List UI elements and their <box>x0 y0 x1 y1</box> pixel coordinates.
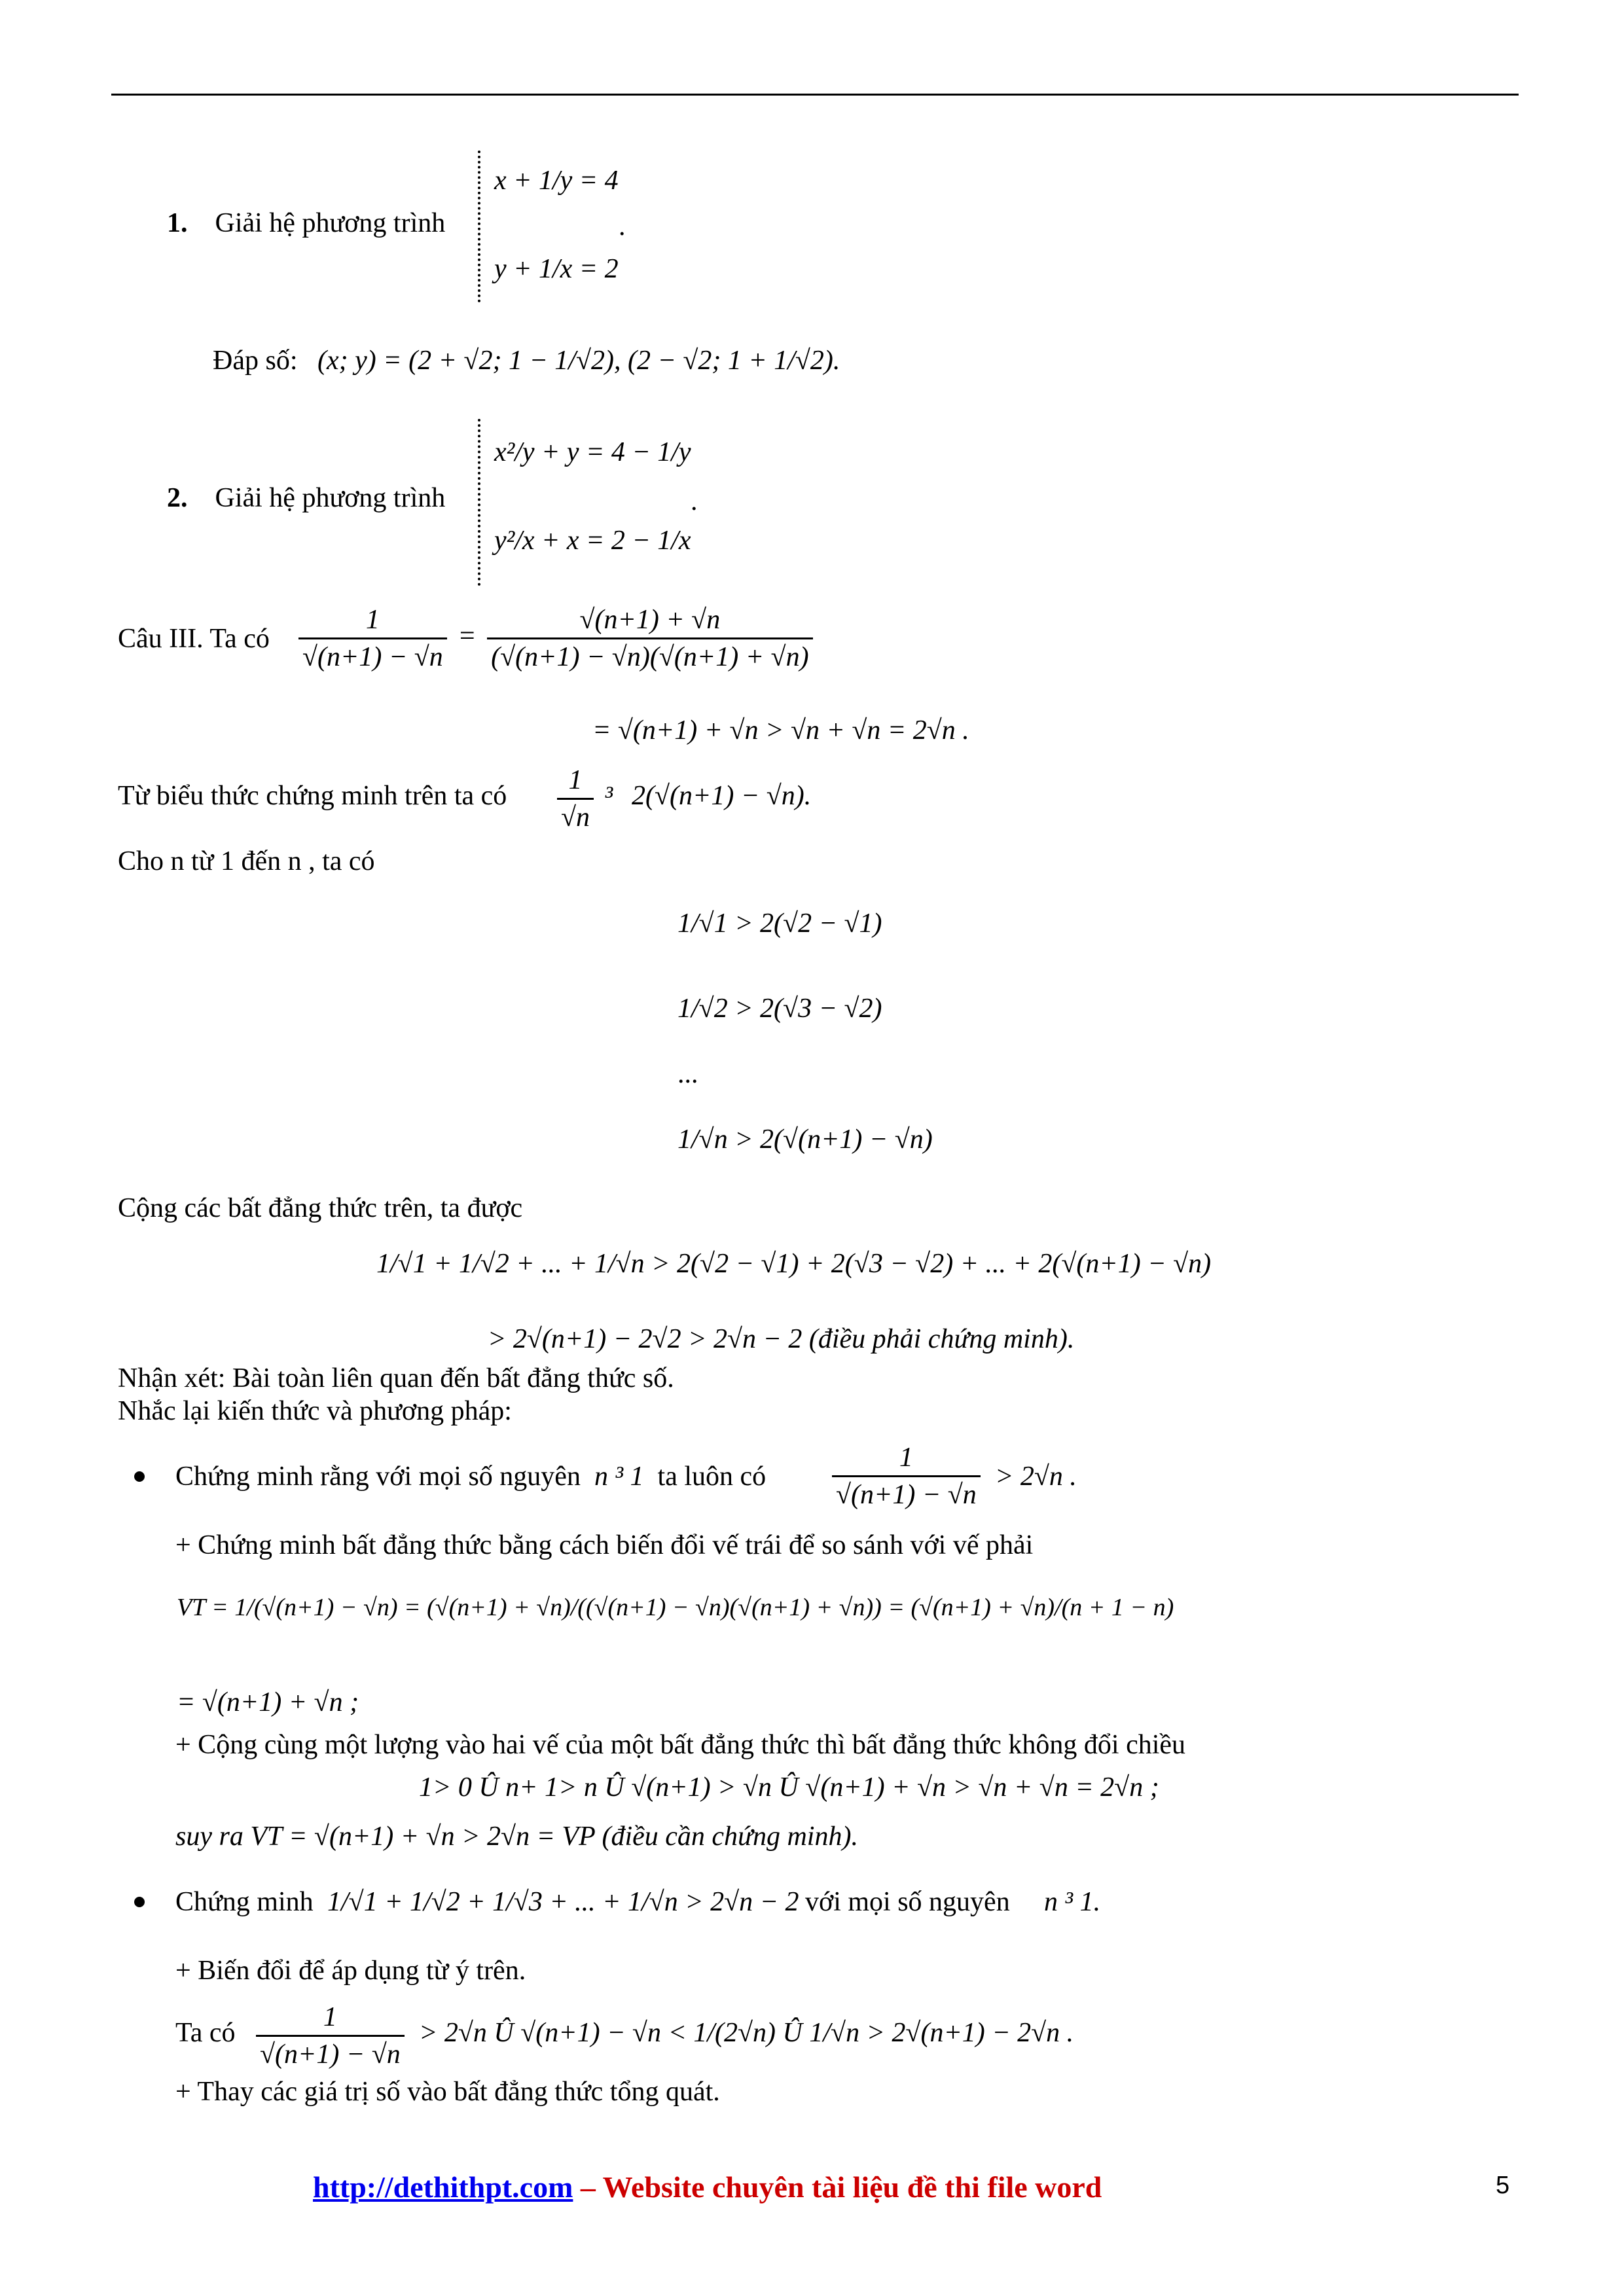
problem1-answer: (x; y) = (2 + √2; 1 − 1/√2), (2 − √2; 1 + 1/√2). <box>317 346 840 376</box>
footer-link[interactable]: http://dethithpt.com <box>313 2170 573 2204</box>
problem2-eq2: y²/x + x = 2 − 1/x <box>494 526 691 556</box>
bullet2-cond: n ³ 1. <box>1044 1887 1101 1917</box>
bullet2-lead: Chứng minh <box>175 1887 314 1917</box>
bullet2-frac: $\frac{1}{√(n+1) - √n}$ <box>252 2000 408 2072</box>
bullet1-lead: Chứng minh rằng với mọi số nguyên <box>175 1462 581 1492</box>
bullet1-mid: ta luôn có <box>657 1462 767 1492</box>
problem2-eq1: x²/y + y = 4 − 1/y <box>494 437 691 467</box>
ineq-ellipsis: ... <box>677 1059 698 1089</box>
problem1-answer-label: Đáp số: <box>213 346 298 376</box>
footer <box>313 2170 1102 2204</box>
page-number: 5 <box>1496 2172 1510 2199</box>
sum-intro: Cộng các bất đẳng thức trên, ta được <box>118 1193 523 1223</box>
bullet1-claim: > 2√n . <box>995 1462 1077 1492</box>
bullet1-frac: $\frac{1}{√(n+1) - √n}$ <box>828 1440 984 1513</box>
bullet1-line <box>175 1460 766 1494</box>
cau3-line2: = √(n+1) + √n > √n + √n = 2√n . <box>592 715 969 745</box>
system-brace <box>478 419 490 586</box>
bullet1-step1: + Chứng minh bất đẳng thức bằng cách biến đổi vế trái để so sánh với vế phải <box>175 1530 1034 1560</box>
fraction-rhs: $\frac{√(n+1) + √n}{(√(n+1) - √n)(√(n+1) + √n)}$ <box>487 602 812 675</box>
ineq-n: 1/√n > 2(√(n+1) − √n) <box>677 1124 933 1155</box>
period: . <box>619 211 626 242</box>
bullet1-vt-eq2: = √(n+1) + √n ; <box>177 1687 359 1717</box>
bullet2-claim: 1/√1 + 1/√2 + 1/√3 + ... + 1/√n > 2√n − 2 <box>327 1887 799 1917</box>
from-proof-frac: $\frac{1}{√n}$ ³ <box>553 762 613 835</box>
sum-line2: > 2√(n+1) − 2√2 > 2√n − 2 (điều phải chứng minh). <box>488 1324 1075 1354</box>
from-proof-text: Từ biểu thức chứng minh trên ta có <box>118 781 507 811</box>
bullet1-step2: + Cộng cùng một lượng vào hai vế của một bất đẳng thức thì bất đẳng thức không đổi chiều <box>175 1730 1186 1760</box>
problem1-heading <box>167 206 445 240</box>
bullet1-chain: 1> 0 Û n+ 1> n Û √(n+1) > √n Û √(n+1) + √n > √n + √n = 2√n ; <box>419 1772 1159 1803</box>
cau3-fraction: $\frac{1}{√(n+1) - √n}$ = $\frac{√(n+1) + √n}{(√(n+1) - √n)(√(n+1) + √n)}$ <box>295 602 817 675</box>
ineq-2: 1/√2 > 2(√3 − √2) <box>677 994 882 1024</box>
bullet2-step2: + Thay các giá trị số vào bất đẳng thức tổng quát. <box>175 2077 720 2107</box>
bullet2-taco: Ta có <box>175 2018 236 2048</box>
problem2-text: Giải hệ phương trình <box>215 483 446 513</box>
problem1-eq2: y + 1/x = 2 <box>494 254 619 284</box>
recall: Nhắc lại kiến thức và phương pháp: <box>118 1396 512 1426</box>
header-rule <box>111 94 1519 96</box>
cho-n-text: Cho n từ 1 đến n , ta có <box>118 846 375 876</box>
problem1-text: Giải hệ phương trình <box>215 208 446 238</box>
ineq-1: 1/√1 > 2(√2 − √1) <box>677 908 882 939</box>
problem2-number: 2. <box>167 483 188 513</box>
bullet1-conclude: suy ra VT = √(n+1) + √n > 2√n = VP (điều cần chứng minh). <box>175 1821 858 1852</box>
system-brace <box>478 151 490 302</box>
footer-text: – Website chuyên tài liệu đề thi file word <box>573 2170 1102 2204</box>
bullet1-vt-eq: VT = 1/(√(n+1) − √n) = (√(n+1) + √n)/((√(n+1) − √n)(√(n+1) + √n)) = (√(n+1) + √n)/(n + 1 − n) <box>177 1594 1174 1621</box>
problem1-eq1: x + 1/y = 4 <box>494 166 619 196</box>
from-proof-rhs: 2(√(n+1) − √n). <box>632 781 812 811</box>
problem1-number: 1. <box>167 208 188 238</box>
cau3-intro: Câu III. Ta có <box>118 624 270 654</box>
bullet-dot <box>134 1897 145 1907</box>
sum-line1: 1/√1 + 1/√2 + ... + 1/√n > 2(√2 − √1) + 2(√3 − √2) + ... + 2(√(n+1) − √n) <box>376 1249 1212 1279</box>
bullet-dot <box>134 1471 145 1482</box>
remark: Nhận xét: Bài toàn liên quan đến bất đẳng thức số. <box>118 1363 674 1393</box>
bullet2-step1: + Biến đổi để áp dụng từ ý trên. <box>175 1956 526 1986</box>
period: . <box>691 486 698 516</box>
fraction-lhs: $\frac{1}{√(n+1) - √n}$ <box>298 602 447 675</box>
bullet1-cond: n ³ 1 <box>594 1462 644 1492</box>
bullet2-tail: với mọi số nguyên <box>805 1887 1010 1917</box>
bullet2-chain: > 2√n Û √(n+1) − √n < 1/(2√n) Û 1/√n > 2√(n+1) − 2√n . <box>419 2018 1074 2048</box>
problem2-heading <box>167 481 445 515</box>
